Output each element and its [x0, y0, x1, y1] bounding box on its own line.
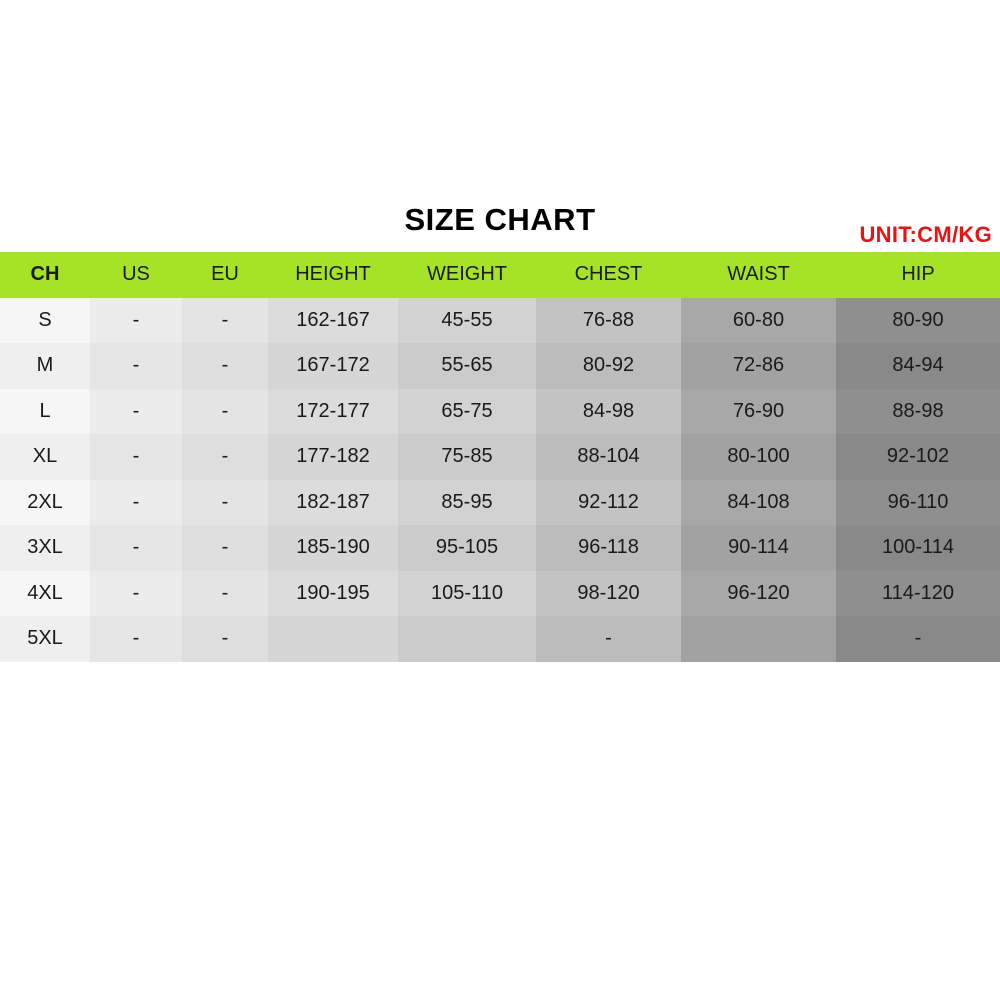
table-row: [0, 298, 1000, 344]
cell-us: -: [90, 616, 182, 662]
cell-height: 177-182: [268, 434, 398, 480]
cell-height: 167-172: [268, 343, 398, 389]
table-row: [0, 434, 1000, 480]
cell-eu: -: [182, 389, 268, 435]
column-header-height: HEIGHT: [268, 252, 398, 298]
cell-weight: 85-95: [398, 480, 536, 526]
column-header-us: US: [90, 252, 182, 298]
table-row: [0, 571, 1000, 617]
cell-hip: 84-94: [836, 343, 1000, 389]
cell-eu: -: [182, 480, 268, 526]
cell-size: XL: [0, 434, 90, 480]
size-chart-container: [0, 190, 1000, 662]
cell-waist: [681, 616, 836, 662]
cell-size: 4XL: [0, 571, 90, 617]
cell-hip: 114-120: [836, 571, 1000, 617]
cell-eu: -: [182, 571, 268, 617]
cell-hip: 92-102: [836, 434, 1000, 480]
cell-chest: 88-104: [536, 434, 681, 480]
cell-eu: -: [182, 616, 268, 662]
cell-weight: 75-85: [398, 434, 536, 480]
cell-us: -: [90, 298, 182, 344]
cell-chest: 84-98: [536, 389, 681, 435]
column-header-ch: CH: [0, 252, 90, 298]
cell-eu: -: [182, 298, 268, 344]
table-header: [0, 252, 1000, 298]
column-header-waist: WAIST: [681, 252, 836, 298]
cell-chest: 80-92: [536, 343, 681, 389]
cell-weight: 105-110: [398, 571, 536, 617]
size-chart-table: [0, 252, 1000, 662]
table-row: [0, 525, 1000, 571]
cell-hip: 88-98: [836, 389, 1000, 435]
cell-hip: 100-114: [836, 525, 1000, 571]
cell-waist: 60-80: [681, 298, 836, 344]
column-header-hip: HIP: [836, 252, 1000, 298]
table-body: [0, 298, 1000, 662]
cell-size: 3XL: [0, 525, 90, 571]
cell-us: -: [90, 389, 182, 435]
cell-size: 5XL: [0, 616, 90, 662]
cell-eu: -: [182, 525, 268, 571]
cell-waist: 76-90: [681, 389, 836, 435]
cell-chest: 96-118: [536, 525, 681, 571]
cell-us: -: [90, 434, 182, 480]
cell-chest: -: [536, 616, 681, 662]
cell-height: 182-187: [268, 480, 398, 526]
cell-weight: [398, 616, 536, 662]
cell-height: 172-177: [268, 389, 398, 435]
cell-chest: 76-88: [536, 298, 681, 344]
cell-size: M: [0, 343, 90, 389]
cell-weight: 55-65: [398, 343, 536, 389]
cell-waist: 80-100: [681, 434, 836, 480]
cell-us: -: [90, 571, 182, 617]
cell-hip: 80-90: [836, 298, 1000, 344]
cell-chest: 98-120: [536, 571, 681, 617]
table-row: [0, 616, 1000, 662]
page-title: SIZE CHART: [404, 202, 596, 237]
cell-height: 185-190: [268, 525, 398, 571]
table-row: [0, 389, 1000, 435]
cell-size: 2XL: [0, 480, 90, 526]
cell-height: 190-195: [268, 571, 398, 617]
column-header-eu: EU: [182, 252, 268, 298]
cell-us: -: [90, 343, 182, 389]
cell-hip: 96-110: [836, 480, 1000, 526]
table-row: [0, 343, 1000, 389]
column-header-weight: WEIGHT: [398, 252, 536, 298]
cell-waist: 90-114: [681, 525, 836, 571]
cell-waist: 96-120: [681, 571, 836, 617]
cell-weight: 45-55: [398, 298, 536, 344]
cell-chest: 92-112: [536, 480, 681, 526]
cell-waist: 84-108: [681, 480, 836, 526]
table-row: [0, 480, 1000, 526]
chart-header: [0, 190, 1000, 252]
cell-us: -: [90, 525, 182, 571]
cell-waist: 72-86: [681, 343, 836, 389]
cell-weight: 65-75: [398, 389, 536, 435]
header-row: [0, 252, 1000, 298]
cell-height: [268, 616, 398, 662]
cell-height: 162-167: [268, 298, 398, 344]
cell-size: L: [0, 389, 90, 435]
column-header-chest: CHEST: [536, 252, 681, 298]
unit-label: UNIT:CM/KG: [859, 222, 992, 247]
cell-eu: -: [182, 343, 268, 389]
cell-weight: 95-105: [398, 525, 536, 571]
cell-us: -: [90, 480, 182, 526]
cell-hip: -: [836, 616, 1000, 662]
cell-eu: -: [182, 434, 268, 480]
cell-size: S: [0, 298, 90, 344]
